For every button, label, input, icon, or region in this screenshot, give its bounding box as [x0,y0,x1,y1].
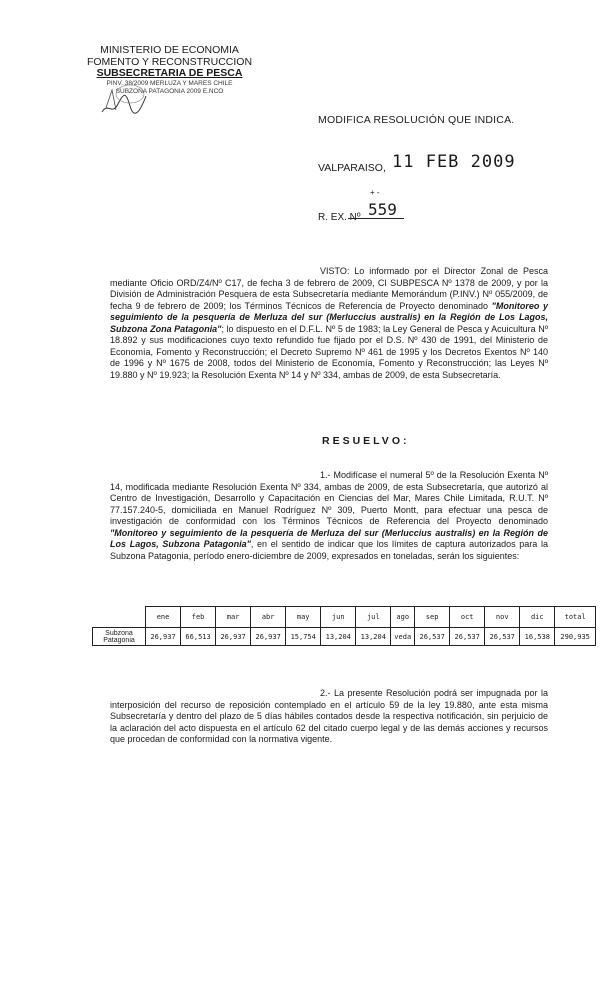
table-cell: 13,204 [356,628,391,646]
date-stamp: 11 FEB 2009 [392,152,516,172]
visto-project-title: "Monitoreo y seguimiento de la pesquería de Merluza del sur (Merluccius australis) en la Región de Los Lagos, Subzona Zona Patagonia" [110,300,549,334]
table-cell: 16,538 [520,628,555,646]
visto-lead: VISTO: Lo informado por el Director Zonal de Pesca mediante Oficio ORD/Z4/Nº C17, de fecha 3 de febrero de 2009, CI SUBPESCA Nº 1378 de 2009, y por la División de Administración Pesquera de esta Subsecretaría mediante Memorándum (P.INV.) Nº 055/2009, de fecha 9 de febrero de 2009; los Términos Técnicos de Referencia de Proyecto denominado [110,266,548,311]
month-header: may [286,607,321,628]
month-header: nov [485,607,520,628]
ministry-sub: FOMENTO Y RECONSTRUCCION [86,55,253,68]
table-cell: 26,537 [450,628,485,646]
article-1-rest: , en el sentido de indicar que los límites de captura autorizados para la Subzona Patagonia, período enero-diciembre de 2009, expresados en toneladas, serán los siguientes: [110,539,549,561]
table-cell: 13,204 [321,628,356,646]
table-total-cell: 290,935 [555,628,596,646]
subsecretaria-name: SUBSECRETARIA DE PESCA [96,67,243,79]
file-reference: PINV. 38/2009 MERLUZA Y MARES CHILE [106,79,233,87]
visto-paragraph [110,266,548,381]
resolution-number: 559 [368,200,397,219]
article-1-lead: 1.- Modifícase el numeral 5º de la Resolución Exenta Nº 14, modificada mediante Resolución Exenta Nº 334, ambas de 2009, de esta Subsecretaría, que autorizó al Centro de Investigación, Desarrollo y Capacitación en Ciencias del Mar, Mares Chile Limitada, R.U.T. Nº 77.157.240-5, domiciliada en Manuel Rodríguez Nº 309, Puerto Montt, para efectuar una pesca de investigación de conformidad con los Términos Técnicos de Referencia del Proyecto denominado [110,470,548,526]
month-header: oct [450,607,485,628]
month-header: jul [356,607,391,628]
document-subject: MODIFICA RESOLUCIÓN QUE INDICA. [318,114,515,126]
table-cell: 26,937 [146,628,181,646]
file-subreference: SUBZONA PATAGONIA 2009 E.NCO [115,87,224,95]
ministry-name: MINISTERIO DE ECONOMIA [100,44,239,56]
table-cell: 26,537 [415,628,450,646]
resuelvo-heading: RESUELVO: [322,435,410,447]
article-1-paragraph [110,470,548,562]
table-cell: 26,937 [216,628,251,646]
catch-limits-table [92,606,596,646]
table-cell: 66,513 [181,628,216,646]
month-header: ago [391,607,415,628]
table-header-row [93,607,596,628]
month-header: feb [181,607,216,628]
month-header: jun [321,607,356,628]
month-header: ene [146,607,181,628]
month-header: dic [520,607,555,628]
resolution-label: R. EX. Nº [318,212,361,223]
total-header: total [555,607,596,628]
table-corner [93,607,146,628]
month-header: abr [251,607,286,628]
row-label: Subzona Patagonia [93,628,146,646]
table-row [93,628,596,646]
month-header: sep [415,607,450,628]
table-cell: veda [391,628,415,646]
article-1-project-title: "Monitoreo y seguimiento de la pesquería de Merluza del sur (Merluccius australis) en la Región de Los Lagos, Subzona Patagonia" [110,527,548,549]
table-cell: 26,537 [485,628,520,646]
place-label: VALPARAISO, [318,162,386,174]
article-2-paragraph: 2.- La presente Resolución podrá ser impugnada por la interposición del recurso de reposición contemplado en el artículo 59 de la ley 19.880, ante esta misma Subsecretaría y dentro del plazo de 5 días hábiles contados desde la respectiva notificación, sin perjuicio de la aclaración del acto dispuesta en el artículo 62 del citado cuerpo legal y de las demás acciones y recursos que procedan de conformidad con la normativa vigente. [110,688,548,744]
rex-mark: + - [370,188,380,197]
signature-seal-icon [100,82,148,118]
visto-rest: ; lo dispuesto en el D.F.L. Nº 5 de 1983; la Ley General de Pesca y Acuicultura Nº 18.892 y sus modificaciones cuyo texto refundido fue fijado por el D.S. Nº 430 de 1991, del Ministerio de Economía, Fomento y Reconstrucción; el Decreto Supremo Nº 461 de 1995 y los Decretos Exentos Nº 140 de 1996 y Nº 1675 de 2008, todos del Ministerio de Economía, Fomento y Reconstrucción; las Leyes Nº 19.880 y Nº 19.923; la Resolución Exenta Nº 14 y Nº 334, ambas de 2009, de esta Subsecretaría. [110,323,548,380]
table-cell: 15,754 [286,628,321,646]
table-cell: 26,937 [251,628,286,646]
month-header: mar [216,607,251,628]
